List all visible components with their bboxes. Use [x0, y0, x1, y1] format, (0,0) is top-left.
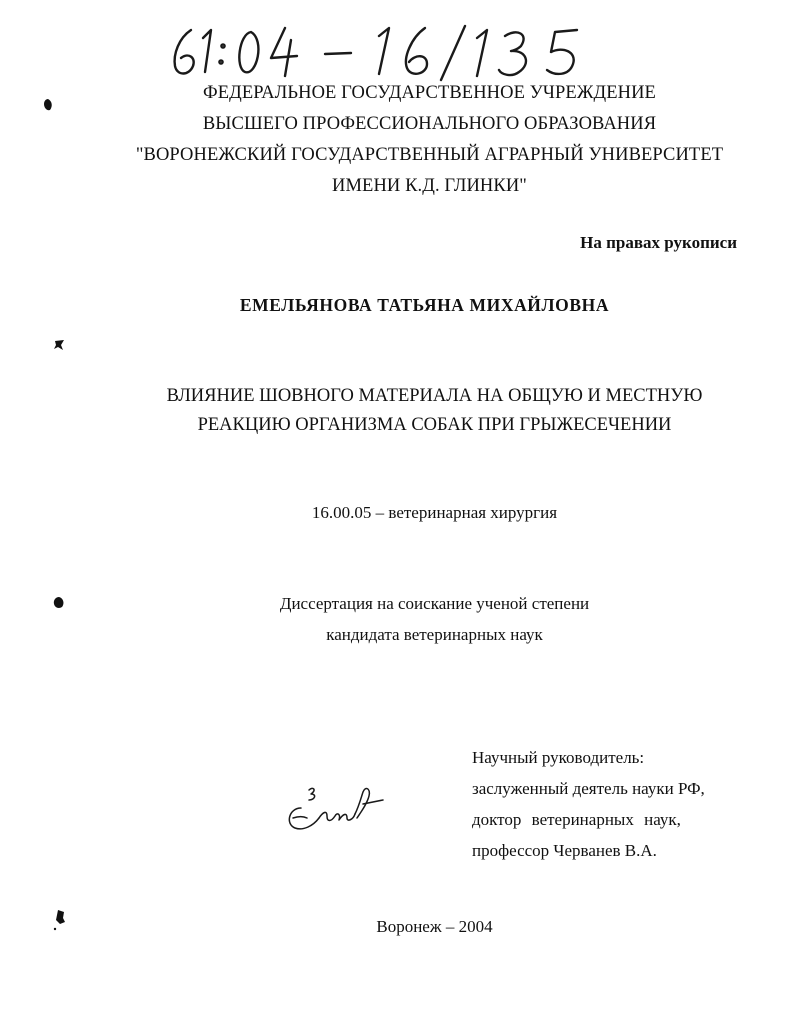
- manuscript-rights-label: На правах рукописи: [580, 233, 737, 252]
- institution-line-1: ФЕДЕРАЛЬНОЕ ГОСУДАРСТВЕННОЕ УЧРЕЖДЕНИЕ: [203, 83, 656, 103]
- degree-line-2: кандидата ветеринарных наук: [326, 625, 543, 644]
- specialty-code: 16.00.05 – ветеринарная хирургия: [311, 503, 558, 522]
- dissertation-title-line-2: РЕАКЦИЮ ОРГАНИЗМА СОБАК ПРИ ГРЫЖЕСЕЧЕНИИ: [197, 415, 672, 435]
- binding-hole-mark-4: [52, 908, 68, 932]
- institution-line-4: ИМЕНИ К.Д. ГЛИНКИ": [332, 176, 527, 196]
- author-name: ЕМЕЛЬЯНОВА ТАТЬЯНА МИХАЙЛОВНА: [239, 295, 610, 315]
- supervisor-title-1: заслуженный деятель науки РФ,: [472, 779, 705, 798]
- author-signature: [283, 778, 393, 838]
- binding-hole-mark-2: [52, 338, 66, 352]
- supervisor-label: Научный руководитель:: [472, 748, 645, 767]
- supervisor-name: профессор Черванев В.А.: [472, 841, 657, 860]
- supervisor-title-2: доктор ветеринарных наук,: [472, 810, 681, 829]
- institution-line-2: ВЫСШЕГО ПРОФЕССИОНАЛЬНОГО ОБРАЗОВАНИЯ: [202, 114, 657, 134]
- city-year: Воронеж – 2004: [376, 917, 493, 936]
- binding-hole-mark-3: [52, 596, 66, 610]
- dissertation-title-line-1: ВЛИЯНИЕ ШОВНОГО МАТЕРИАЛА НА ОБЩУЮ И МЕСТНУЮ: [166, 386, 703, 406]
- handwritten-archive-number: [165, 20, 605, 84]
- degree-line-1: Диссертация на соискание ученой степени: [279, 594, 590, 613]
- institution-line-3: "ВОРОНЕЖСКИЙ ГОСУДАРСТВЕННЫЙ АГРАРНЫЙ УНИВЕРСИТЕТ: [135, 145, 724, 165]
- binding-hole-mark-1: [42, 98, 54, 112]
